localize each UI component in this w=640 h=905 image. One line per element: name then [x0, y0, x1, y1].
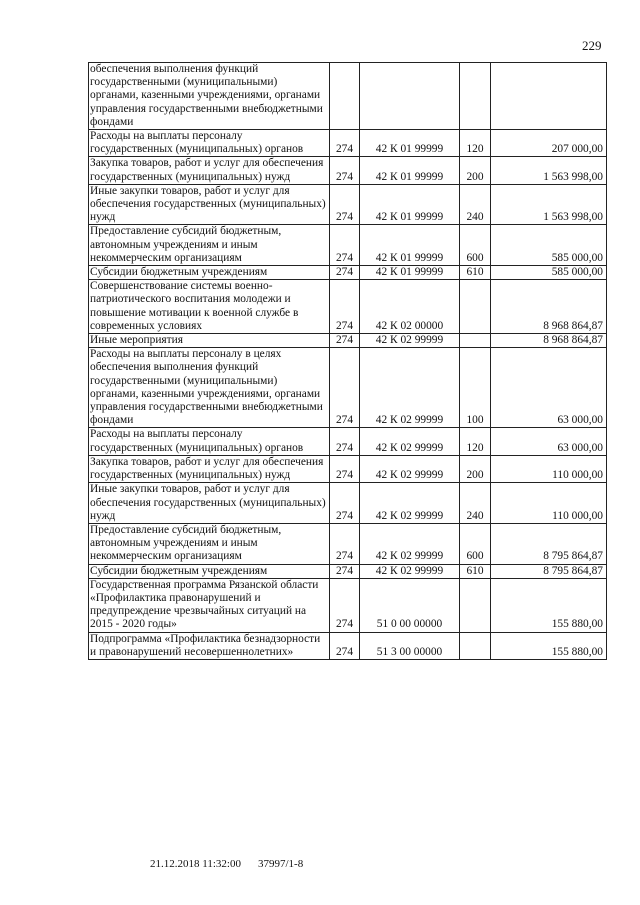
cell-target-article: 42 К 02 99999 [360, 483, 460, 524]
cell-name: Иные закупки товаров, работ и услуг для обеспечения государственных (муниципальных) нужд [89, 483, 330, 524]
cell-expense-type: 120 [460, 130, 491, 157]
cell-name: Расходы на выплаты персоналу государственных (муниципальных) органов [89, 428, 330, 455]
cell-target-article: 42 К 02 99999 [360, 564, 460, 578]
cell-amount: 1 563 998,00 [491, 157, 607, 184]
cell-admin-code: 274 [330, 157, 360, 184]
cell-amount: 585 000,00 [491, 225, 607, 266]
cell-name: Расходы на выплаты персоналу государственных (муниципальных) органов [89, 130, 330, 157]
table-row [89, 225, 607, 266]
page-number: 229 [582, 38, 602, 53]
cell-name: Расходы на выплаты персоналу в целях обеспечения выполнения функций государственными (муниципальными) органами, казенными учреждениями, органами управления государственными внебюджетными фондами [89, 348, 330, 428]
cell-name: Закупка товаров, работ и услуг для обеспечения государственных (муниципальных) нужд [89, 455, 330, 482]
table-row [89, 266, 607, 280]
cell-admin-code: 274 [330, 225, 360, 266]
cell-expense-type: 600 [460, 225, 491, 266]
footer-doc-number: 37997/1-8 [258, 858, 304, 870]
cell-admin-code: 274 [330, 348, 360, 428]
cell-expense-type: 600 [460, 523, 491, 564]
cell-expense-type [460, 334, 491, 348]
table-row [89, 455, 607, 482]
cell-target-article: 42 К 02 99999 [360, 334, 460, 348]
cell-target-article: 42 К 01 99999 [360, 266, 460, 280]
cell-name: Иные мероприятия [89, 334, 330, 348]
cell-expense-type: 240 [460, 483, 491, 524]
cell-target-article [360, 63, 460, 130]
table-row [89, 564, 607, 578]
cell-admin-code: 274 [330, 130, 360, 157]
cell-admin-code: 274 [330, 564, 360, 578]
cell-amount: 8 795 864,87 [491, 523, 607, 564]
cell-target-article: 42 К 01 99999 [360, 225, 460, 266]
cell-amount [491, 63, 607, 130]
cell-target-article: 42 К 02 99999 [360, 523, 460, 564]
cell-admin-code: 274 [330, 632, 360, 659]
cell-name: Субсидии бюджетным учреждениям [89, 266, 330, 280]
cell-admin-code: 274 [330, 455, 360, 482]
cell-amount: 63 000,00 [491, 348, 607, 428]
cell-name: Предоставление субсидий бюджетным, автономным учреждениям и иным некоммерческим организациям [89, 523, 330, 564]
cell-amount: 207 000,00 [491, 130, 607, 157]
cell-admin-code: 274 [330, 280, 360, 334]
table-row [89, 523, 607, 564]
cell-expense-type: 610 [460, 564, 491, 578]
table-row [89, 483, 607, 524]
table-row [89, 63, 607, 130]
table-row [89, 348, 607, 428]
cell-amount: 63 000,00 [491, 428, 607, 455]
cell-expense-type [460, 280, 491, 334]
table-body [89, 63, 607, 660]
cell-admin-code: 274 [330, 483, 360, 524]
cell-target-article: 42 К 02 99999 [360, 348, 460, 428]
table-row [89, 157, 607, 184]
cell-expense-type: 120 [460, 428, 491, 455]
cell-admin-code: 274 [330, 523, 360, 564]
cell-name: Субсидии бюджетным учреждениям [89, 564, 330, 578]
footer-datetime: 21.12.2018 11:32:00 [150, 858, 241, 870]
cell-expense-type: 200 [460, 157, 491, 184]
cell-name: Государственная программа Рязанской области «Профилактика правонарушений и предупреждение чрезвычайных ситуаций на 2015 - 2020 годы» [89, 578, 330, 632]
cell-amount: 585 000,00 [491, 266, 607, 280]
cell-admin-code: 274 [330, 184, 360, 225]
table-row [89, 130, 607, 157]
cell-name: Совершенствование системы военно-патриотического воспитания молодежи и повышение мотивации к военной службе в современных условиях [89, 280, 330, 334]
cell-expense-type: 100 [460, 348, 491, 428]
table-row [89, 578, 607, 632]
cell-target-article: 51 0 00 00000 [360, 578, 460, 632]
cell-target-article: 42 К 01 99999 [360, 184, 460, 225]
cell-name: обеспечения выполнения функций государственными (муниципальными) органами, казенными учреждениями, органами управления государственными внебюджетными фондами [89, 63, 330, 130]
cell-target-article: 42 К 01 99999 [360, 130, 460, 157]
table-row [89, 632, 607, 659]
table-row [89, 184, 607, 225]
cell-amount: 155 880,00 [491, 632, 607, 659]
cell-name: Закупка товаров, работ и услуг для обеспечения государственных (муниципальных) нужд [89, 157, 330, 184]
cell-amount: 8 968 864,87 [491, 280, 607, 334]
cell-name: Иные закупки товаров, работ и услуг для обеспечения государственных (муниципальных) нужд [89, 184, 330, 225]
table-row [89, 280, 607, 334]
cell-target-article: 42 К 01 99999 [360, 157, 460, 184]
table-row [89, 334, 607, 348]
cell-target-article: 51 3 00 00000 [360, 632, 460, 659]
cell-expense-type [460, 578, 491, 632]
cell-target-article: 42 К 02 00000 [360, 280, 460, 334]
table-row [89, 428, 607, 455]
cell-expense-type [460, 632, 491, 659]
cell-expense-type: 610 [460, 266, 491, 280]
cell-expense-type [460, 63, 491, 130]
cell-name: Предоставление субсидий бюджетным, автономным учреждениям и иным некоммерческим организациям [89, 225, 330, 266]
cell-admin-code: 274 [330, 266, 360, 280]
cell-amount: 110 000,00 [491, 483, 607, 524]
cell-name: Подпрограмма «Профилактика безнадзорности и правонарушений несовершеннолетних» [89, 632, 330, 659]
cell-amount: 155 880,00 [491, 578, 607, 632]
cell-target-article: 42 К 02 99999 [360, 455, 460, 482]
cell-admin-code: 274 [330, 428, 360, 455]
cell-target-article: 42 К 02 99999 [360, 428, 460, 455]
cell-admin-code: 274 [330, 578, 360, 632]
cell-admin-code: 274 [330, 334, 360, 348]
cell-amount: 1 563 998,00 [491, 184, 607, 225]
cell-amount: 8 795 864,87 [491, 564, 607, 578]
budget-table [88, 62, 607, 660]
cell-amount: 110 000,00 [491, 455, 607, 482]
cell-admin-code [330, 63, 360, 130]
cell-expense-type: 200 [460, 455, 491, 482]
cell-expense-type: 240 [460, 184, 491, 225]
cell-amount: 8 968 864,87 [491, 334, 607, 348]
